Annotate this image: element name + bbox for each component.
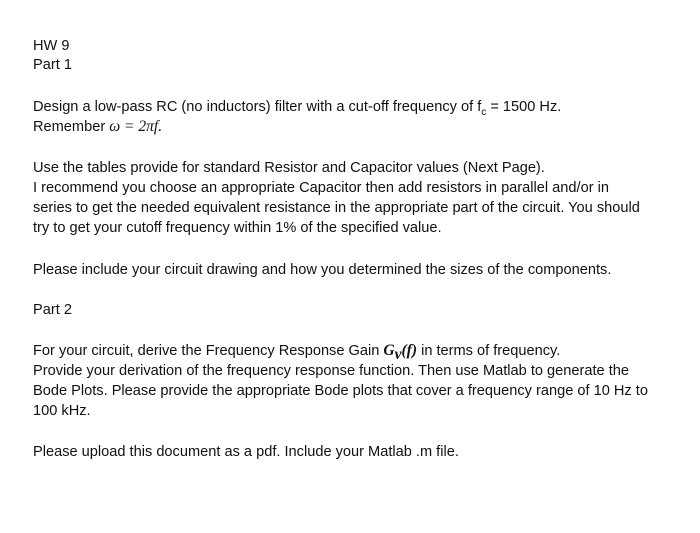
- design-subscript: c: [481, 106, 487, 118]
- circuit-drawing-instruction: Please include your circuit drawing and how you determined the sizes of the components.: [33, 262, 612, 278]
- remember-formula-line: [33, 117, 162, 137]
- gain-symbol: G: [383, 342, 395, 359]
- design-value: = 1500 Hz.: [486, 99, 562, 115]
- remember-label: Remember: [33, 119, 110, 135]
- omega-formula: ω = 2πf.: [109, 118, 163, 135]
- paragraph-line: Use the tables provide for standard Resistor and Capacitor values (Next Page).: [33, 160, 545, 176]
- paragraph-line: Bode Plots. Please provide the appropriate Bode plots that cover a frequency range of 10 Hz to: [33, 383, 648, 399]
- paragraph-line: I recommend you choose an appropriate Capacitor then add resistors in parallel and/or in: [33, 180, 609, 196]
- design-text: Design a low-pass RC (no inductors) filter with a cut-off frequency of f: [33, 99, 482, 115]
- paragraph-line: try to get your cutoff frequency within 1% of the specified value.: [33, 220, 442, 236]
- paragraph-line: series to get the needed equivalent resistance in the appropriate part of the circuit. You should: [33, 200, 640, 216]
- upload-instruction: Please upload this document as a pdf. Include your Matlab .m file.: [33, 444, 459, 460]
- paragraph-line: 100 kHz.: [33, 403, 91, 419]
- part1-heading: Part 1: [33, 57, 72, 73]
- gain-argument: (f): [401, 342, 418, 359]
- document-title: HW 9: [33, 38, 70, 54]
- gain-requirement: [33, 341, 560, 361]
- paragraph-line: Provide your derivation of the frequency response function. Then use Matlab to generate the: [33, 363, 630, 379]
- design-requirement: [33, 97, 561, 117]
- gain-text: For your circuit, derive the Frequency Response Gain: [33, 343, 384, 359]
- gain-subscript: v: [394, 345, 402, 363]
- part2-heading: Part 2: [33, 302, 72, 318]
- gain-suffix: in terms of frequency.: [417, 343, 561, 359]
